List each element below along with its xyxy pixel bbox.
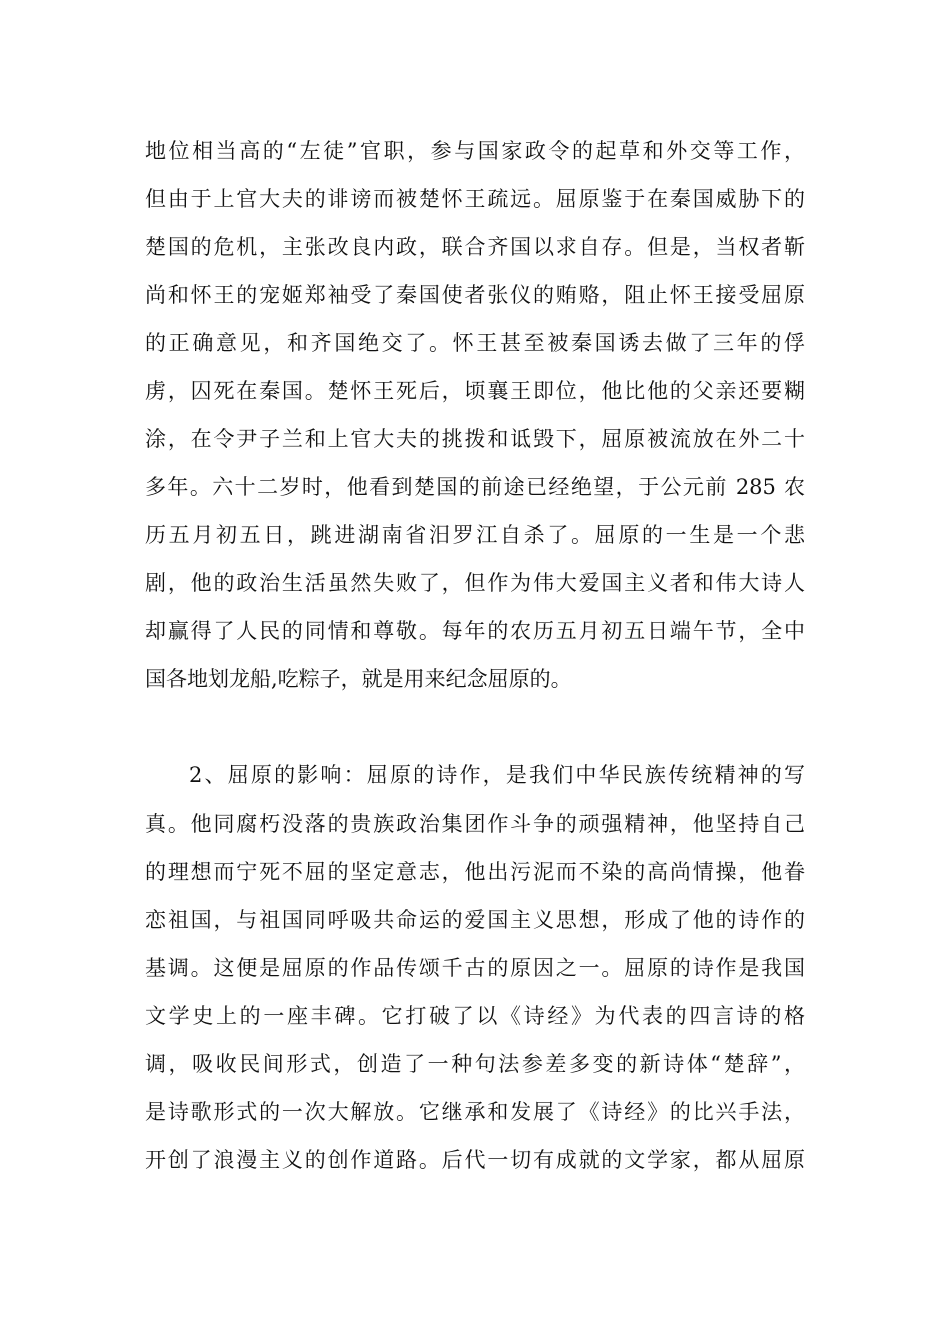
paragraph-line: 开创了浪漫主义的创作道路。后代一切有成就的文学家，都从屈原 (145, 1148, 805, 1172)
paragraph-line: 涂，在令尹子兰和上官大夫的挑拨和诋毁下，屈原被流放在外二十 (145, 427, 805, 451)
paragraph-line: 多年。六十二岁时，他看到楚国的前途已经绝望，于公元前 285 农 (145, 475, 805, 499)
paragraph-line: 文学史上的一座丰碑。它打破了以《诗经》为代表的四言诗的格 (145, 1004, 805, 1028)
paragraph-line: 历五月初五日，跳进湖南省汨罗江自杀了。屈原的一生是一个悲 (145, 523, 805, 547)
paragraph-line: 调，吸收民间形式，创造了一种句法参差多变的新诗体“楚辞”， (145, 1052, 805, 1076)
paragraph-line: 真。他同腐朽没落的贵族政治集团作斗争的顽强精神，他坚持自己 (145, 812, 805, 836)
paragraph-line: 基调。这便是屈原的作品传颂千古的原因之一。屈原的诗作是我国 (145, 956, 805, 980)
paragraph-line: 是诗歌形式的一次大解放。它继承和发展了《诗经》的比兴手法， (145, 1100, 805, 1124)
paragraph-line: 的理想而宁死不屈的坚定意志，他出污泥而不染的高尚情操，他眷 (145, 860, 805, 884)
paragraph-line: 却赢得了人民的同情和尊敬。每年的农历五月初五日端午节，全中 (145, 619, 805, 643)
paragraph-line: 楚国的危机，主张改良内政，联合齐国以求自存。但是，当权者靳 (145, 235, 805, 259)
paragraph-line: 国各地划龙船,吃粽子，就是用来纪念屈原的。 (145, 667, 572, 691)
paragraph-line: 但由于上官大夫的诽谤而被楚怀王疏远。屈原鉴于在秦国威胁下的 (145, 187, 805, 211)
paragraph-line: 虏，囚死在秦国。楚怀王死后，顷襄王即位，他比他的父亲还要糊 (145, 379, 805, 403)
paragraph-line: 的正确意见，和齐国绝交了。怀王甚至被秦国诱去做了三年的俘 (145, 331, 805, 355)
paragraph-line: 2、屈原的影响：屈原的诗作，是我们中华民族传统精神的写 (189, 763, 805, 787)
paragraph-line: 剧，他的政治生活虽然失败了，但作为伟大爱国主义者和伟大诗人 (145, 571, 805, 595)
paragraph-line: 恋祖国，与祖国同呼吸共命运的爱国主义思想，形成了他的诗作的 (145, 908, 805, 932)
paragraph-line: 尚和怀王的宠姬郑袖受了秦国使者张仪的贿赂，阻止怀王接受屈原 (145, 283, 805, 307)
paragraph-line: 地位相当高的“左徒”官职，参与国家政令的起草和外交等工作， (145, 139, 805, 163)
